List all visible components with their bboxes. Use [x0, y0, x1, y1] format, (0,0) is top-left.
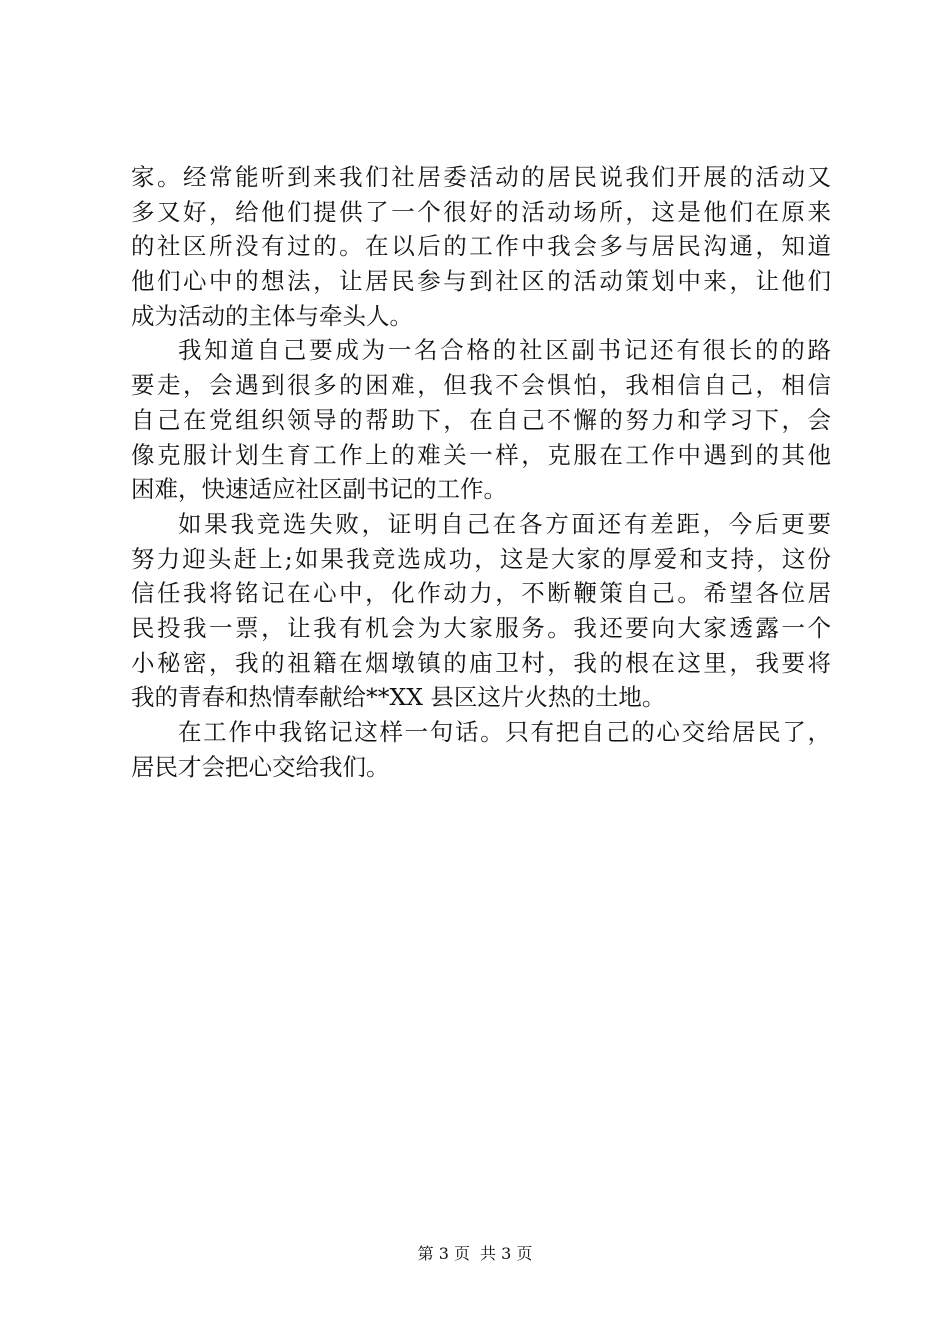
text-line: 我的青春和热情奉献给**XX 县区这片火热的土地。	[131, 683, 666, 712]
text-line: 的社区所没有过的。在以后的工作中我会多与居民沟通，知道	[131, 232, 831, 261]
text-line: 信任我将铭记在心中，化作动力，不断鞭策自己。希望各位居	[131, 579, 831, 608]
text-line: 他们心中的想法，让居民参与到社区的活动策划中来，让他们	[131, 267, 831, 296]
page-total: 共 3 页	[480, 1244, 533, 1263]
text-line: 要走，会遇到很多的困难，但我不会惧怕，我相信自己，相信	[131, 371, 831, 400]
text-line: 家。经常能听到来我们社居委活动的居民说我们开展的活动又	[131, 163, 831, 191]
text-line: 多又好，给他们提供了一个很好的活动场所，这是他们在原来	[131, 197, 831, 226]
page-footer	[0, 1244, 950, 1264]
paragraph-first-line: 我知道自己要成为一名合格的社区副书记还有很长的的路	[178, 336, 831, 365]
text-line: 民投我一票，让我有机会为大家服务。我还要向大家透露一个	[131, 613, 831, 642]
paragraph-first-line: 如果我竞选失败，证明自己在各方面还有差距，今后更要	[178, 509, 831, 538]
text-line: 居民才会把心交给我们。	[131, 752, 390, 781]
text-line: 努力迎头赶上;如果我竞选成功，这是大家的厚爱和支持，这份	[131, 544, 831, 573]
text-line: 像克服计划生育工作上的难关一样，克服在工作中遇到的其他	[131, 440, 831, 469]
paragraph-first-line: 在工作中我铭记这样一句话。只有把自己的心交给居民了，	[178, 718, 831, 746]
text-line: 小秘密，我的祖籍在烟墩镇的庙卫村，我的根在这里，我要将	[131, 648, 831, 677]
text-line: 自己在党组织领导的帮助下，在自己不懈的努力和学习下，会	[131, 405, 831, 434]
page-number: 第 3 页	[417, 1244, 470, 1263]
text-line: 困难，快速适应社区副书记的工作。	[131, 475, 507, 504]
text-line: 成为活动的主体与牵头人。	[131, 301, 413, 330]
body-text	[131, 160, 831, 784]
